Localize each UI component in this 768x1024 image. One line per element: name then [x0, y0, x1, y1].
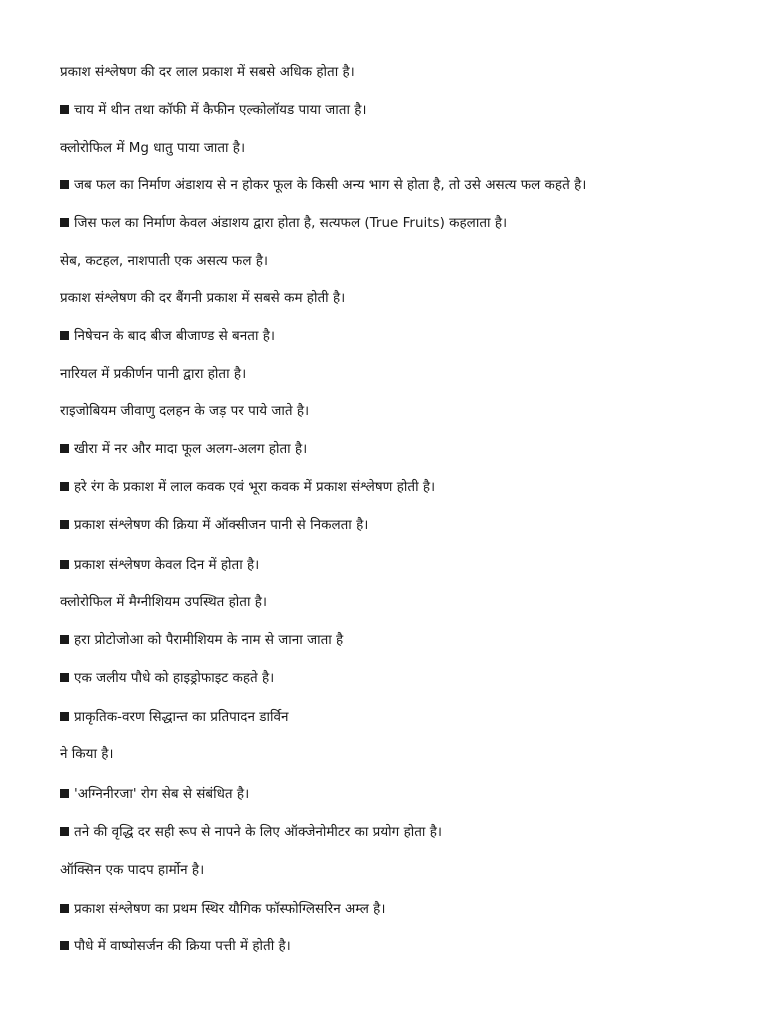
- bullet-square-icon: [60, 180, 69, 189]
- text-line: राइजोबियम जीवाणु दलहन के जड़ पर पाये जाते है।: [60, 403, 310, 419]
- text-line: तने की वृद्धि दर सही रूप से नापने के लिए ऑक्जेनोमीटर का प्रयोग होता है।: [60, 822, 750, 842]
- text-line: प्रकाश संश्लेषण की दर लाल प्रकाश में सबसे अधिक होता है।: [60, 64, 355, 80]
- bullet-square-icon: [60, 444, 69, 453]
- bullet-square-icon: [60, 331, 69, 340]
- text-line: प्रकाश संश्लेषण केवल दिन में होता है।: [60, 555, 750, 575]
- bullet-square-icon: [60, 105, 69, 114]
- bullet-square-icon: [60, 520, 69, 529]
- text-line: प्राकृतिक-वरण सिद्धान्त का प्रतिपादन डार्विन: [60, 707, 750, 727]
- bullet-square-icon: [60, 218, 69, 227]
- text-line: पौधे में वाष्पोसर्जन की क्रिया पत्ती में होती है।: [60, 936, 750, 956]
- bullet-square-icon: [60, 789, 69, 798]
- text-line: हरे रंग के प्रकाश में लाल कवक एवं भूरा कवक में प्रकाश संश्लेषण होती है।: [60, 477, 750, 497]
- text-line: प्रकाश संश्लेषण की दर बैंगनी प्रकाश में सबसे कम होती है।: [60, 290, 346, 306]
- bullet-square-icon: [60, 673, 69, 682]
- bullet-square-icon: [60, 904, 69, 913]
- bullet-square-icon: [60, 827, 69, 836]
- text-line: प्रकाश संश्लेषण का प्रथम स्थिर यौगिक फॉस्फोग्लिसरिन अम्ल है।: [60, 899, 750, 919]
- text-line: जिस फल का निर्माण केवल अंडाशय द्वारा होता है, सत्यफल (True Fruits) कहलाता है।: [60, 213, 750, 233]
- text-line: जब फल का निर्माण अंडाशय से न होकर फूल के किसी अन्य भाग से होता है, तो उसे असत्य फल कहते है।: [60, 175, 750, 195]
- bullet-square-icon: [60, 560, 69, 569]
- text-line: क्लोरोफिल में Mg धातु पाया जाता है।: [60, 140, 246, 156]
- text-line: खीरा में नर और मादा फूल अलग-अलग होता है।: [60, 439, 750, 459]
- bullet-square-icon: [60, 635, 69, 644]
- bullet-square-icon: [60, 941, 69, 950]
- bullet-square-icon: [60, 712, 69, 721]
- text-line: सेब, कटहल, नाशपाती एक असत्य फल है।: [60, 253, 269, 269]
- text-line: ने किया है।: [60, 746, 114, 762]
- text-line: हरा प्रोटोजोआ को पैरामीशियम के नाम से जाना जाता है: [60, 630, 750, 650]
- text-line: क्लोरोफिल में मैग्नीशियम उपस्थित होता है।: [60, 594, 268, 610]
- text-line: एक जलीय पौधे को हाइड्रोफाइट कहते है।: [60, 668, 750, 688]
- text-line: 'अग्निनीरजा' रोग सेब से संबंधित है।: [60, 784, 750, 804]
- text-line: चाय में थीन तथा कॉफी में कैफीन एल्कोलॉयड पाया जाता है।: [60, 100, 750, 120]
- text-line: नारियल में प्रकीर्णन पानी द्वारा होता है।: [60, 366, 247, 382]
- text-line: निषेचन के बाद बीज बीजाण्ड से बनता है।: [60, 326, 750, 346]
- text-line: प्रकाश संश्लेषण की क्रिया में ऑक्सीजन पानी से निकलता है।: [60, 515, 750, 535]
- bullet-square-icon: [60, 482, 69, 491]
- text-line: ऑक्सिन एक पादप हार्मोन है।: [60, 862, 205, 878]
